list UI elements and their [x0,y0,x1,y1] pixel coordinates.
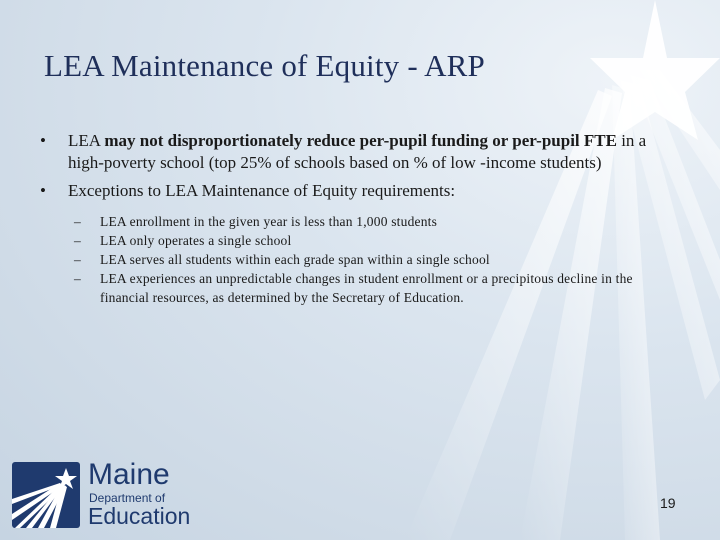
subitem-text: LEA experiences an unpredictable changes in student enrollment or a precipitous decline in the financial resources, as determined by the Secretary of Education. [100,271,633,305]
subitem-grade-span [40,250,685,269]
slide-title: LEA Maintenance of Equity - ARP [44,48,485,83]
subitem-text: LEA enrollment in the given year is less than 1,000 students [100,214,438,229]
exceptions-sublist [40,212,685,307]
bullet-item-no-reduction [40,130,685,174]
page-number: 19 [660,495,676,511]
subitem-single-school [40,231,685,250]
dash-marker: – [74,214,81,229]
bullet-tail-text: in a high-poverty school (top 25% of schools based on % of low -income students) [68,131,647,172]
bullet-emphasis-text: may not disproportionately reduce per-pupil funding or per-pupil FTE [104,131,617,150]
logo-department-text: Department of [89,491,166,505]
bullet-list [40,130,685,313]
star-rays-logo-icon [12,462,80,528]
logo-maine-text: Maine [88,458,170,491]
subitem-text: LEA only operates a single school [100,233,292,248]
dash-marker: – [74,271,81,286]
bullet-item-exceptions [40,180,685,307]
logo-education-text: Education [88,503,191,529]
bullet-marker: • [40,131,46,150]
bullet-marker: • [40,181,46,200]
bullet-lead-text: LEA [68,131,105,150]
maine-doe-logo [12,460,197,530]
dash-marker: – [74,233,81,248]
subitem-unpredictable-changes [40,269,685,307]
dash-marker: – [74,252,81,267]
subitem-text: LEA serves all students within each grade span within a single school [100,252,490,267]
bullet-text: Exceptions to LEA Maintenance of Equity requirements: [68,181,456,200]
subitem-enrollment [40,212,685,231]
